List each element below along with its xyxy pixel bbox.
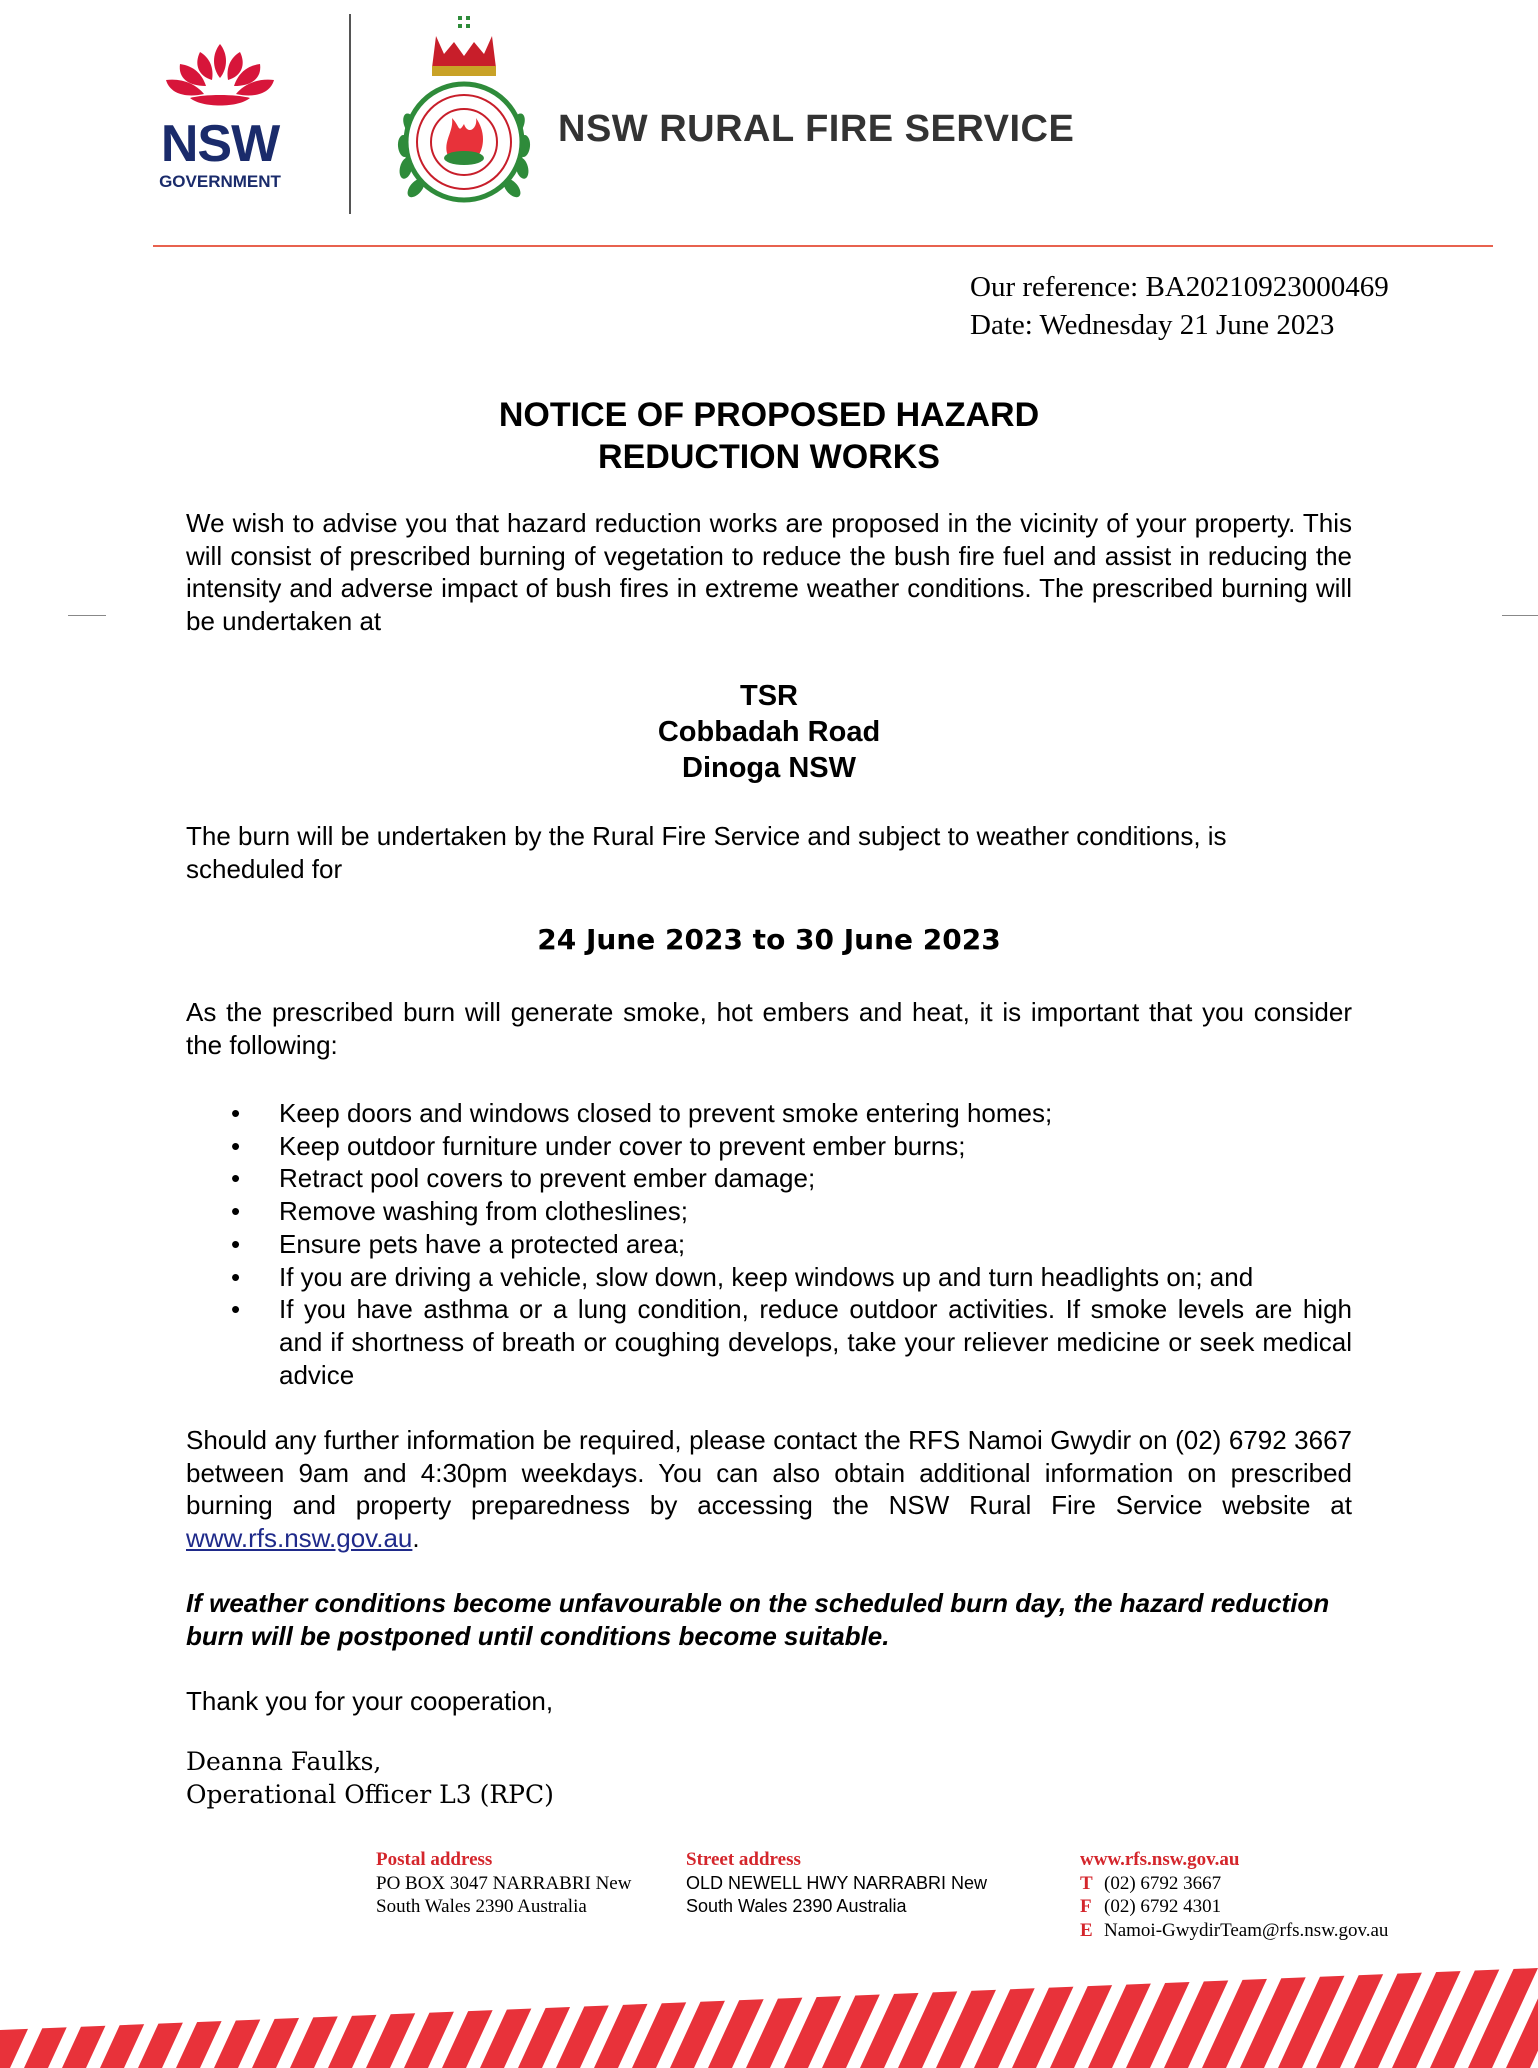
email-value[interactable]: Namoi-GwydirTeam@rfs.nsw.gov.au: [1104, 1919, 1389, 1941]
precaution-item: [186, 1261, 1352, 1294]
precaution-item: [186, 1293, 1352, 1391]
phone-value: (02) 6792 3667: [1104, 1872, 1222, 1894]
margin-mark: [1502, 615, 1538, 616]
contact-text: Should any further information be required, please contact the RFS Namoi Gwydir on (02) 6792 3667 between 9am and 4:30pm weekdays. You can also obtain additional information on prescribed burning and property preparedness by accessing the NSW Rural Fire Service website at: [186, 1425, 1352, 1520]
letter-date: Date: Wednesday 21 June 2023: [970, 309, 1335, 341]
bullet-icon: •: [231, 1163, 241, 1194]
signature-title: Operational Officer L3 (RPC): [186, 1780, 554, 1809]
rfs-crest-icon: [388, 14, 540, 206]
postal-line-1: PO BOX 3047 NARRABRI New: [376, 1872, 632, 1894]
rfs-badge-logo: [388, 14, 540, 206]
precaution-text: Ensure pets have a protected area;: [279, 1228, 686, 1259]
header-rule: [153, 245, 1493, 247]
precaution-text: If you have asthma or a lung condition, reduce outdoor activities. If smoke levels are high and if shortness of breath or coughing develops, take your reliever medicine or seek medical advice: [279, 1294, 1352, 1390]
signature-name: Deanna Faulks,: [186, 1747, 382, 1776]
our-reference: Our reference: BA20210923000469: [970, 271, 1389, 303]
header-divider: [349, 14, 351, 214]
precaution-item: [186, 1195, 1352, 1228]
footer-stripe-band: [0, 1968, 1538, 2068]
bullet-icon: •: [231, 1130, 241, 1161]
nsw-logo-word: NSW: [160, 115, 280, 173]
location-line-2: Cobbadah Road: [657, 716, 881, 748]
burn-location: [186, 678, 1352, 786]
rfs-website-link[interactable]: www.rfs.nsw.gov.au: [186, 1522, 413, 1553]
fax-value: (02) 6792 4301: [1104, 1896, 1222, 1917]
precaution-item: [186, 1162, 1352, 1195]
precaution-text: Retract pool covers to prevent ember damage;: [279, 1163, 816, 1194]
contact-end: .: [412, 1522, 420, 1553]
bullet-icon: •: [231, 1228, 241, 1259]
rfs-title: NSW RURAL FIRE SERVICE: [558, 108, 1075, 150]
footer-email: [1080, 1919, 1388, 1943]
location-line-1: TSR: [740, 680, 798, 712]
footer-postal-address: [376, 1848, 631, 1919]
precaution-text: If you are driving a vehicle, slow down, keep windows up and turn headlights on; and: [279, 1261, 1254, 1292]
notice-title-line-2: REDUCTION WORKS: [598, 438, 940, 476]
footer-contact-details: [1080, 1848, 1388, 1942]
bullet-icon: •: [231, 1261, 241, 1292]
street-line-1: OLD NEWELL HWY NARRABRI New: [686, 1872, 988, 1893]
street-heading: Street address: [686, 1849, 801, 1870]
notice-title-line-1: NOTICE OF PROPOSED HAZARD: [498, 396, 1040, 434]
bullet-icon: •: [231, 1196, 241, 1227]
notice-title: [186, 394, 1352, 478]
thanks-line: Thank you for your cooperation,: [186, 1686, 554, 1716]
precaution-item: [186, 1228, 1352, 1261]
footer-website[interactable]: www.rfs.nsw.gov.au: [1080, 1849, 1240, 1870]
precaution-item: [186, 1097, 1352, 1130]
precaution-text: Keep outdoor furniture under cover to prevent ember burns;: [279, 1130, 966, 1161]
intro-paragraph: We wish to advise you that hazard reduction works are proposed in the vicinity of your property. This will consist of prescribed burning of vegetation to reduce the bush fire fuel and assist in reducing the intensity and adverse impact of bush fires in extreme weather conditions. The prescribed burning will be undertaken at: [186, 508, 1352, 636]
precaution-text: Keep doors and windows closed to prevent smoke entering homes;: [279, 1098, 1053, 1128]
footer-fax: [1080, 1895, 1388, 1919]
phone-label: T: [1080, 1872, 1093, 1894]
location-line-3: Dinoga NSW: [682, 752, 856, 784]
nsw-logo-subtitle: GOVERNMENT: [159, 172, 281, 191]
fax-label: F: [1080, 1896, 1092, 1917]
burn-schedule-paragraph: The burn will be undertaken by the Rural Fire Service and subject to weather conditions, is scheduled for: [186, 821, 1227, 884]
email-label: E: [1080, 1919, 1093, 1941]
reference-block: [970, 268, 1389, 344]
bullet-icon: •: [231, 1098, 241, 1128]
precautions-list: [186, 1097, 1352, 1391]
precaution-text: Remove washing from clotheslines;: [279, 1196, 688, 1227]
postal-heading: Postal address: [376, 1849, 493, 1870]
postal-line-2: South Wales 2390 Australia: [376, 1896, 587, 1917]
footer-phone: [1080, 1872, 1388, 1896]
precaution-item: [186, 1130, 1352, 1163]
margin-mark: [68, 615, 106, 616]
bullet-icon: •: [231, 1294, 241, 1325]
footer-street-address: [686, 1848, 987, 1919]
contact-paragraph: [186, 1424, 1352, 1554]
weather-note: If weather conditions become unfavourable on the scheduled burn day, the hazard reduction burn will be postponed until conditions become suitable.: [186, 1588, 1330, 1651]
waratah-icon: [150, 38, 290, 118]
signature-block: [186, 1745, 554, 1811]
street-line-2: South Wales 2390 Australia: [686, 1896, 907, 1916]
consider-paragraph: As the prescribed burn will generate smoke, hot embers and heat, it is important that you consider the following:: [186, 997, 1352, 1060]
burn-dates: 24 June 2023 to 30 June 2023: [537, 923, 1001, 956]
nsw-government-logo: [150, 38, 290, 196]
